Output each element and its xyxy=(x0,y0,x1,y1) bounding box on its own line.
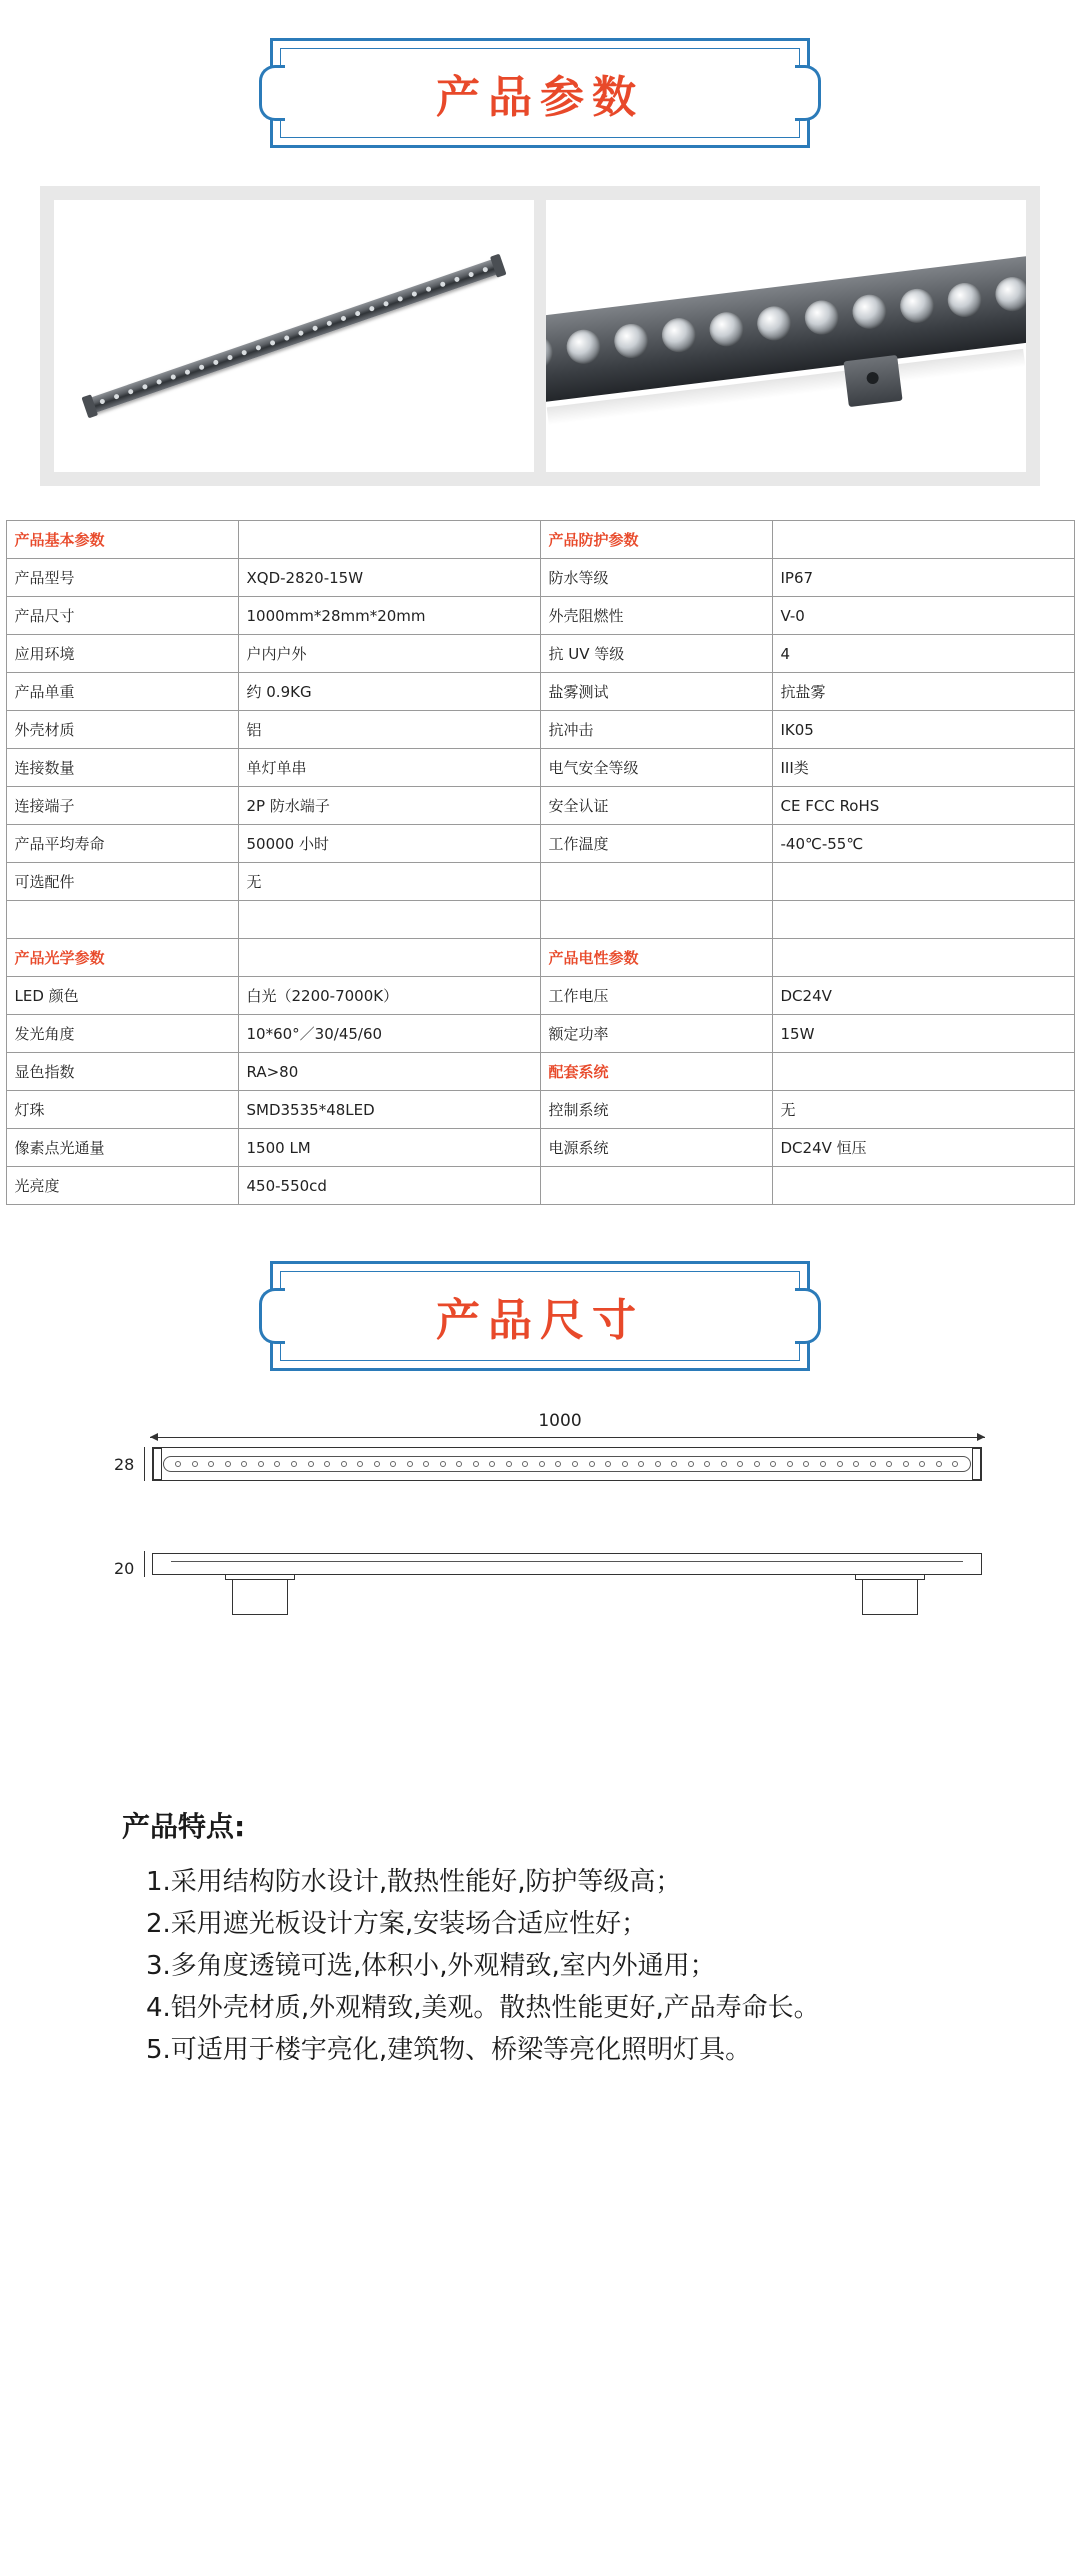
cell: 电气安全等级 xyxy=(540,749,772,787)
table-row xyxy=(6,597,1074,635)
cell: 产品平均寿命 xyxy=(6,825,238,863)
cell: IP67 xyxy=(772,559,1074,597)
cell xyxy=(540,1167,772,1205)
cell: 产品光学参数 xyxy=(6,939,238,977)
cell: 1000mm*28mm*20mm xyxy=(238,597,540,635)
cell: 产品防护参数 xyxy=(540,521,772,559)
table-row xyxy=(6,863,1074,901)
cell xyxy=(772,863,1074,901)
side-view-lip xyxy=(171,1561,963,1562)
cell: 控制系统 xyxy=(540,1091,772,1129)
table-row xyxy=(6,1167,1074,1205)
cell: 外壳材质 xyxy=(6,711,238,749)
cell: 铝 xyxy=(238,711,540,749)
table-row xyxy=(6,635,1074,673)
cell: SMD3535*48LED xyxy=(238,1091,540,1129)
banner-frame xyxy=(270,38,810,148)
cell: 工作电压 xyxy=(540,977,772,1015)
cell xyxy=(540,863,772,901)
table-row xyxy=(6,1129,1074,1167)
cell xyxy=(238,901,540,939)
linear-light-illustration xyxy=(88,258,500,413)
bottom-spacer xyxy=(0,1711,1080,1771)
cell xyxy=(238,939,540,977)
features-section xyxy=(40,1805,1040,2072)
cell xyxy=(772,901,1074,939)
cell: 抗冲击 xyxy=(540,711,772,749)
cell: 产品尺寸 xyxy=(6,597,238,635)
lens-row xyxy=(99,265,489,405)
table-row xyxy=(6,1091,1074,1129)
cell: 单灯单串 xyxy=(238,749,540,787)
spec-table-body xyxy=(6,521,1074,1205)
cell: 外壳阻燃性 xyxy=(540,597,772,635)
cell xyxy=(772,521,1074,559)
table-row xyxy=(6,1015,1074,1053)
cell: 10*60°／30/45/60 xyxy=(238,1015,540,1053)
table-row xyxy=(6,901,1074,939)
table-row xyxy=(6,749,1074,787)
cell: 应用环境 xyxy=(6,635,238,673)
length-dimension-label: 1000 xyxy=(538,1411,582,1431)
cell: RA>80 xyxy=(238,1053,540,1091)
cell xyxy=(772,939,1074,977)
list-item: 1.采用结构防水设计‚散热性能好‚防护等级高； xyxy=(146,1867,682,1897)
mounting-bracket xyxy=(843,355,902,407)
dimensions-banner-title: 产品尺寸 xyxy=(436,1295,644,1346)
depth-tick xyxy=(144,1551,145,1577)
depth-dimension-label: 20 xyxy=(114,1559,135,1578)
cell xyxy=(238,521,540,559)
table-row xyxy=(6,977,1074,1015)
cell xyxy=(6,901,238,939)
closeup-illustration xyxy=(546,200,1026,472)
cell: 4 xyxy=(772,635,1074,673)
cell: 15W xyxy=(772,1015,1074,1053)
product-photo-strip xyxy=(40,186,1040,486)
side-view xyxy=(152,1553,982,1575)
cell: 户内户外 xyxy=(238,635,540,673)
cell: 抗 UV 等级 xyxy=(540,635,772,673)
cell: 产品基本参数 xyxy=(6,521,238,559)
product-photo-detail xyxy=(546,200,1026,472)
table-row xyxy=(6,1053,1074,1091)
banner-notch-left xyxy=(259,65,285,121)
cell: 盐雾测试 xyxy=(540,673,772,711)
cell: 产品电性参数 xyxy=(540,939,772,977)
cell: 防水等级 xyxy=(540,559,772,597)
height-dimension-label: 28 xyxy=(114,1455,135,1474)
length-dimension-arrow xyxy=(150,1437,985,1438)
cell: 无 xyxy=(772,1091,1074,1129)
cell: 产品单重 xyxy=(6,673,238,711)
cell: 可选配件 xyxy=(6,863,238,901)
front-view xyxy=(152,1447,982,1481)
side-view-foot-left xyxy=(232,1575,288,1615)
params-banner xyxy=(0,38,1080,148)
list-item: 5.可适用于楼宇亮化‚建筑物、桥梁等亮化照明灯具。 xyxy=(146,2035,752,2066)
light-end-cap-left xyxy=(81,394,98,418)
table-row xyxy=(6,787,1074,825)
cell: 抗盐雾 xyxy=(772,673,1074,711)
cell xyxy=(772,1053,1074,1091)
light-end-cap-right xyxy=(490,254,507,278)
table-row xyxy=(6,825,1074,863)
cell: 约 0.9KG xyxy=(238,673,540,711)
table-row xyxy=(6,559,1074,597)
cell: 2P 防水端子 xyxy=(238,787,540,825)
product-photo-full xyxy=(54,200,534,472)
cell: -40℃-55℃ xyxy=(772,825,1074,863)
features-list xyxy=(122,1861,1040,2072)
cell: V-0 xyxy=(772,597,1074,635)
mid-spacer xyxy=(0,1205,1080,1261)
cell xyxy=(540,901,772,939)
front-view-cap-right xyxy=(972,1448,981,1480)
cell: 无 xyxy=(238,863,540,901)
banner-notch-left-2 xyxy=(259,1288,285,1344)
cell: 额定功率 xyxy=(540,1015,772,1053)
cell: 配套系统 xyxy=(540,1053,772,1091)
banner-notch-right xyxy=(795,65,821,121)
front-view-cap-left xyxy=(153,1448,162,1480)
list-item: 3.多角度透镜可选‚体积小‚外观精致‚室内外通用； xyxy=(146,1951,716,1982)
list-item: 2.采用遮光板设计方案‚安装场合适应性好； xyxy=(146,1909,648,1940)
cell: XQD-2820-15W xyxy=(238,559,540,597)
cell xyxy=(772,1167,1074,1205)
dimensions-banner xyxy=(0,1261,1080,1371)
cell: 光亮度 xyxy=(6,1167,238,1205)
table-row xyxy=(6,673,1074,711)
params-banner-title: 产品参数 xyxy=(436,72,644,123)
cell: 450-550cd xyxy=(238,1167,540,1205)
cell: 安全认证 xyxy=(540,787,772,825)
cell: DC24V 恒压 xyxy=(772,1129,1074,1167)
cell: LED 颜色 xyxy=(6,977,238,1015)
cell: 电源系统 xyxy=(540,1129,772,1167)
side-view-foot-right xyxy=(862,1575,918,1615)
cell: 显色指数 xyxy=(6,1053,238,1091)
cell: 发光角度 xyxy=(6,1015,238,1053)
cell: 连接数量 xyxy=(6,749,238,787)
top-spacer xyxy=(0,0,1080,38)
cell: 1500 LM xyxy=(238,1129,540,1167)
height-tick xyxy=(144,1447,145,1481)
banner-notch-right-2 xyxy=(795,1288,821,1344)
banner-frame-2 xyxy=(270,1261,810,1371)
table-row xyxy=(6,521,1074,559)
features-title: 产品特点: xyxy=(122,1810,246,1843)
cell: 连接端子 xyxy=(6,787,238,825)
cell: III类 xyxy=(772,749,1074,787)
front-view-led-row xyxy=(163,1456,971,1472)
cell: 白光（2200-7000K） xyxy=(238,977,540,1015)
spec-table xyxy=(6,520,1075,1205)
cell: IK05 xyxy=(772,711,1074,749)
cell: 50000 小时 xyxy=(238,825,540,863)
table-row xyxy=(6,711,1074,749)
cell: 灯珠 xyxy=(6,1091,238,1129)
cell: 产品型号 xyxy=(6,559,238,597)
dimension-drawing xyxy=(40,1411,1040,1711)
cell: DC24V xyxy=(772,977,1074,1015)
cell: 像素点光通量 xyxy=(6,1129,238,1167)
cell: 工作温度 xyxy=(540,825,772,863)
cell: CE FCC RoHS xyxy=(772,787,1074,825)
table-row xyxy=(6,939,1074,977)
list-item: 4.铝外壳材质‚外观精致‚美观。散热性能更好‚产品寿命长。 xyxy=(146,1993,820,2024)
